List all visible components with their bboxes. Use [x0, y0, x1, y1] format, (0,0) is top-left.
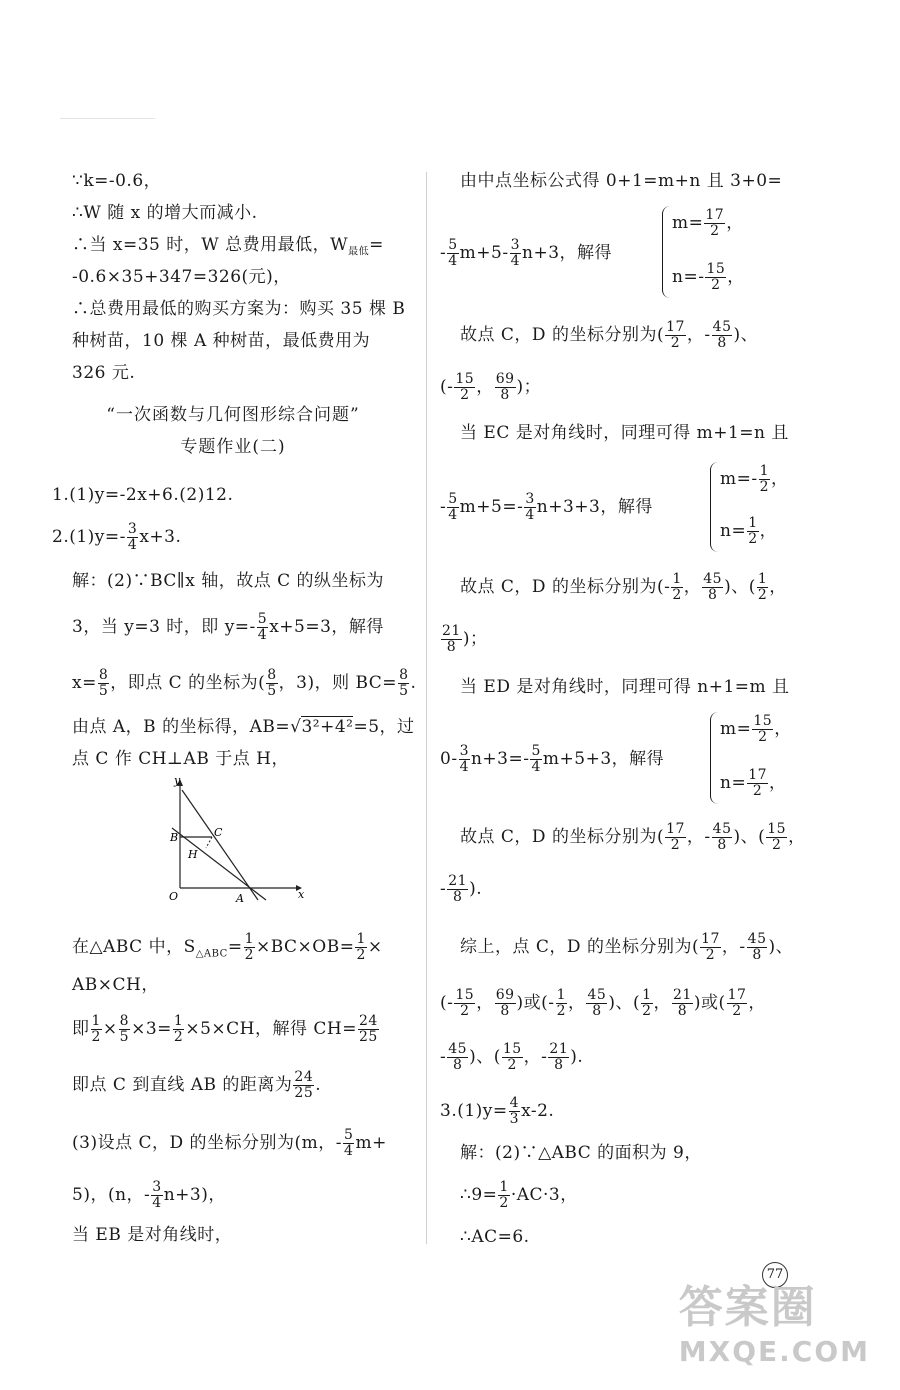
equation-system — [672, 200, 782, 304]
line: ∵k=-0.6， — [72, 171, 162, 191]
line: 由点 A，B 的坐标得，AB=√3²+4²=5，过 — [72, 717, 415, 737]
line: -0.6×35+347=326(元)， — [72, 267, 291, 287]
line: 当 ED 是对角线时，同理可得 n+1=m 且 — [460, 677, 790, 697]
line: 即点 C 到直线 AB 的距离为 $\frac{24}{25}$ . — [72, 1069, 322, 1101]
line: ∴AC=6. — [460, 1227, 530, 1247]
line: - $\frac{45}{8}$ )、( $\frac{15}{2}$ ，- $\frac{21}{8}$ ). — [440, 1041, 584, 1073]
system-row: n= $\frac{17}{2}$ ， — [720, 767, 787, 799]
column-divider — [426, 172, 427, 1244]
system-brace — [662, 206, 671, 298]
watermark — [679, 1271, 870, 1368]
system-row: m= $\frac{15}{2}$ ， — [720, 713, 792, 745]
line: (- $\frac{15}{2}$ ， $\frac{69}{8}$ )或(- $\frac{1}{2}$ ， $\frac{45}{8}$ )、( $\frac{1}{2}$ ， $\frac{21}{8}$ )或( $\frac{17}{2}$ ， — [440, 987, 766, 1019]
line: 由中点坐标公式得 0+1=m+n 且 3+0= — [460, 171, 783, 191]
system-row: m=- $\frac{1}{2}$ ， — [720, 463, 789, 495]
line: AB×CH， — [72, 975, 159, 995]
line: 种树苗，10 棵 A 种树苗，最低费用为 — [72, 331, 371, 351]
answer-2: 2.(1)y=- $\frac{3}{4}$ x+3. — [52, 521, 182, 553]
system-row: n= $\frac{1}{2}$ ， — [720, 515, 778, 547]
line: 故点 C，D 的坐标分别为( $\frac{17}{2}$ ，- $\frac{45}{8}$ )、( $\frac{15}{2}$ ， — [460, 821, 806, 853]
equation-system — [720, 456, 815, 558]
system-row: m= $\frac{17}{2}$ ， — [672, 207, 744, 239]
system-brace — [710, 462, 719, 552]
line: 故点 C，D 的坐标分别为(- $\frac{1}{2}$ ， $\frac{45}{8}$ )、( $\frac{1}{2}$ ， — [460, 571, 787, 603]
line: 当 EC 是对角线时，同理可得 m+1=n 且 — [460, 423, 789, 443]
line: 3，当 y=3 时，即 y=- $\frac{5}{4}$ x+5=3，解得 — [72, 611, 384, 643]
line: x= $\frac{8}{5}$ ，即点 C 的坐标为( $\frac{8}{5}$ ，3)，则 BC= $\frac{8}{5}$ . — [72, 667, 417, 699]
line: 点 C 作 CH⊥AB 于点 H， — [72, 749, 289, 769]
watermark-main: 答案圈 — [678, 1282, 817, 1333]
label-c: C — [214, 826, 223, 839]
coordinate-diagram — [160, 776, 310, 906]
label-h: H — [188, 848, 198, 861]
section-subheading: 专题作业(二) — [180, 437, 286, 457]
line: ∴9= $\frac{1}{2}$ ·AC·3， — [460, 1179, 578, 1211]
line: 当 EB 是对角线时， — [72, 1225, 233, 1245]
line: 0- $\frac{3}{4}$ n+3=- $\frac{5}{4}$ m+5+3，解得 — [440, 743, 665, 775]
line: 解：(2)∵△ABC 的面积为 9， — [460, 1143, 702, 1163]
segment-ch — [206, 837, 212, 848]
line: $\frac{21}{8}$ )； — [442, 623, 488, 655]
line: 综上，点 C，D 的坐标分别为( $\frac{17}{2}$ ，- $\frac{45}{8}$ )、 — [460, 931, 794, 963]
label-y: y — [174, 776, 181, 787]
header-rule — [60, 118, 155, 119]
answer-3: 3.(1)y= $\frac{4}{3}$ x-2. — [440, 1095, 555, 1127]
line: - $\frac{5}{4}$ m+5=- $\frac{3}{4}$ n+3+3，解得 — [440, 491, 653, 523]
geometry-figure — [160, 776, 310, 910]
line: 5)，(n，- $\frac{3}{4}$ n+3)， — [72, 1179, 226, 1211]
answer-1: 1.(1)y=-2x+6.(2)12. — [52, 485, 234, 505]
line: 故点 C，D 的坐标分别为( $\frac{17}{2}$ ，- $\frac{45}{8}$ )、 — [460, 319, 759, 351]
line: 即 $\frac{1}{2}$ × $\frac{8}{5}$ ×3= $\frac{1}{2}$ ×5×CH，解得 CH= $\frac{24}{25}$ — [72, 1013, 378, 1045]
watermark-url: MXQE.COM — [678, 1335, 870, 1368]
page-number: 77 — [762, 1262, 788, 1288]
line: ∴总费用最低的购买方案为：购买 35 棵 B — [72, 299, 406, 319]
line: 解：(2)∵BC∥x 轴，故点 C 的纵坐标为 — [72, 571, 385, 591]
label-b: B — [170, 831, 179, 844]
line: 在△ABC 中，$S_{\triangle ABC}=$ $\frac{1}{2}$ ×BC×OB= $\frac{1}{2}$ × — [72, 931, 383, 963]
line: - $\frac{5}{4}$ m+5- $\frac{3}{4}$ n+3，解得 — [440, 237, 613, 269]
label-a: A — [236, 892, 244, 905]
label-o: O — [169, 890, 179, 903]
line: (3)设点 C，D 的坐标分别为(m，- $\frac{5}{4}$ m+ — [72, 1127, 387, 1159]
line: - $\frac{21}{8}$ ). — [440, 873, 483, 905]
section-heading: “一次函数与几何图形综合问题” — [106, 405, 360, 425]
label-x: x — [298, 888, 305, 901]
system-row: n=- $\frac{15}{2}$ ， — [672, 261, 745, 293]
system-brace — [710, 712, 719, 804]
line: (- $\frac{15}{2}$ ， $\frac{69}{8}$ )； — [440, 371, 542, 403]
line: ∴W 随 x 的增大而减小. — [72, 203, 258, 223]
line: ∴当 x=35 时，W 总费用最低，$W_{最低}=$ — [72, 235, 384, 258]
line: 326 元. — [72, 363, 136, 383]
equation-system — [720, 706, 810, 810]
